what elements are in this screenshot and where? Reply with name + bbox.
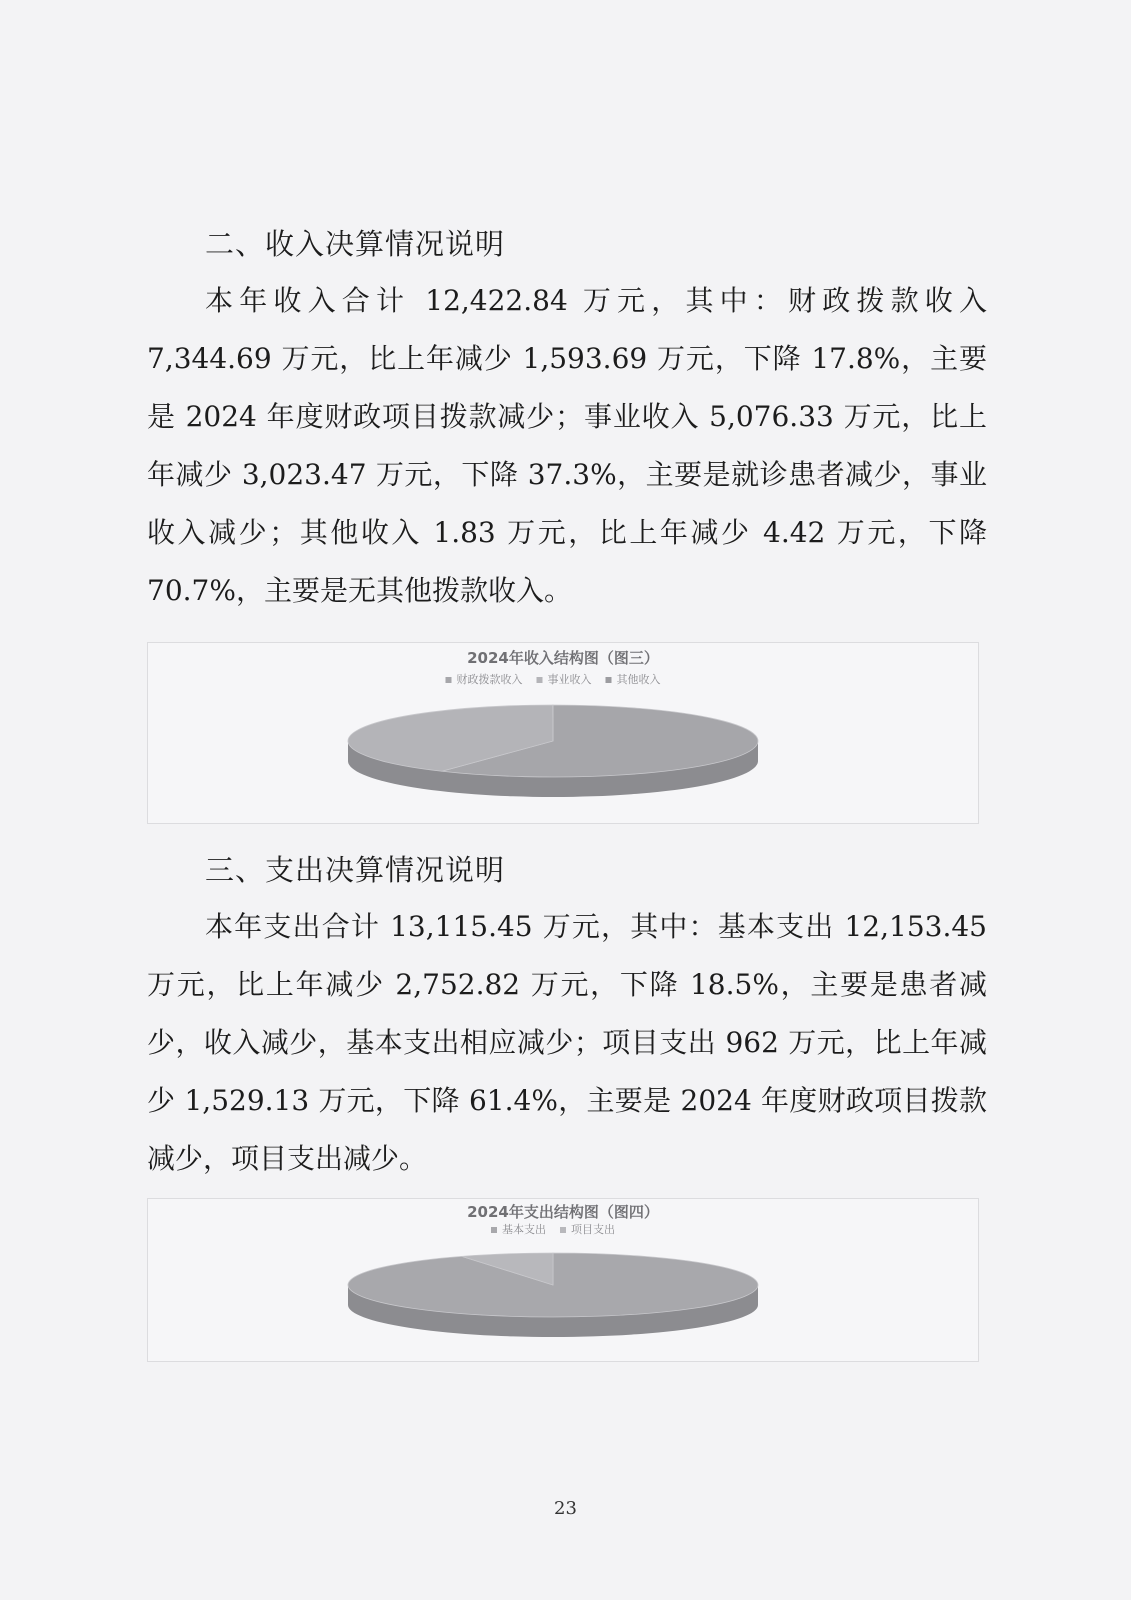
legend-label: 财政拨款收入 (456, 673, 523, 686)
legend-swatch (606, 677, 612, 683)
chart-title: 2024年收入结构图（图三） (467, 649, 659, 667)
section-3-heading: 三、支出决算情况说明 (205, 853, 506, 887)
legend-label: 其他收入 (616, 673, 661, 686)
legend-label: 项目支出 (571, 1223, 615, 1236)
legend-swatch (446, 677, 452, 683)
section-3-paragraph: 本年支出合计 13,115.45 万元，其中：基本支出 12,153.45 万元，比上年减少 2,752.82 万元，下降 18.5%，主要是患者减少，收入减少，基本支出相应减少；项目支出 962 万元，比上年减少 1,529.13 万元，下降 61.4%，主要是 2024 年度财政项目拨款减少，项目支出减少。 (147, 910, 987, 1175)
legend-swatch (491, 1227, 497, 1233)
chart-legend (491, 1222, 615, 1236)
section-2-paragraph: 本年收入合计 12,422.84 万元，其中：财政拨款收入 7,344.69 万元，比上年减少 1,593.69 万元，下降 17.8%，主要是 2024 年度财政项目拨款减少；事业收入 5,076.33 万元，比上年减少 3,023.47 万元，下降 37.3%，主要是就诊患者减少，事业收入减少；其他收入 1.83 万元，比上年减少 4.42 万元，下降 70.7%，主要是无其他拨款收入。 (147, 284, 987, 607)
legend-label: 基本支出 (502, 1223, 546, 1236)
page-number: 23 (554, 1498, 577, 1519)
income-structure-chart (147, 642, 979, 824)
legend-label: 事业收入 (547, 673, 592, 686)
legend-swatch (560, 1227, 566, 1233)
chart-title: 2024年支出结构图（图四） (467, 1203, 659, 1221)
income-pie-svg (148, 643, 978, 823)
chart-legend (446, 672, 661, 686)
pie-slices (348, 1253, 758, 1337)
pie-slices (348, 705, 758, 797)
expense-pie-svg (148, 1199, 978, 1361)
legend-swatch (537, 677, 543, 683)
section-2-heading: 二、收入决算情况说明 (205, 227, 506, 261)
expense-structure-chart (147, 1198, 979, 1362)
